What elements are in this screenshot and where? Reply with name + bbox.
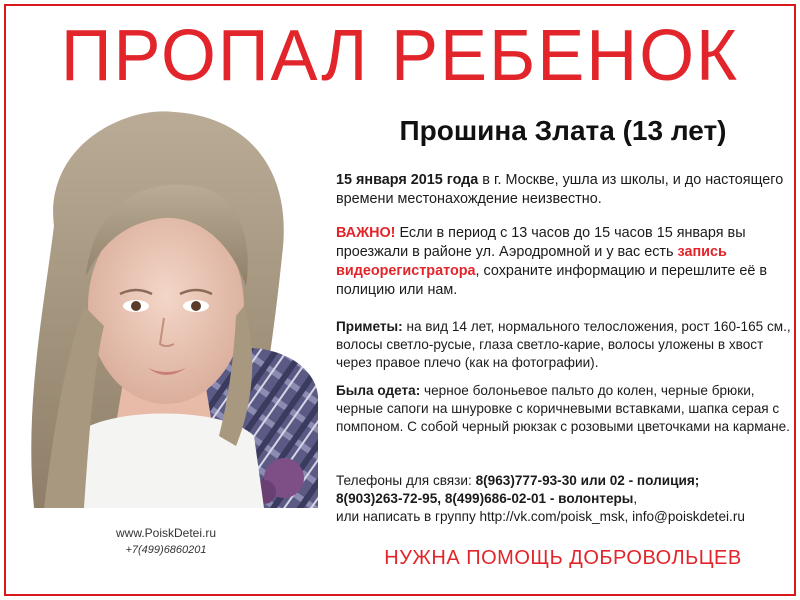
website-phone: +7(499)6860201 (125, 544, 207, 556)
website-link: www.PoiskDetei.ru (115, 526, 217, 540)
contact-line-2 (336, 490, 794, 508)
clothing-description (336, 382, 794, 436)
contact-line-2-suffix: , (633, 491, 638, 506)
child-name: Прошина Злата (13 лет) (399, 115, 727, 146)
important-text-part2: , сохраните информацию и перешлите её в полицию или нам. (336, 263, 768, 298)
child-photo (14, 106, 318, 508)
important-notice (336, 224, 794, 300)
clothes-text: черное болоньевое пальто до колен, черные брюки, черные сапоги на шнуровке с коричневыми вставками, шапка серая с помпоном. С собой черный рюкзак с розовыми цветочками на кармане. (336, 383, 790, 434)
clothes-label: Была одета: (336, 383, 421, 398)
disappearance-text: в г. Москве, ушла из школы, и до настоящего времени местонахождение неизвестно. (336, 172, 784, 207)
contact-line-1 (336, 472, 794, 490)
contact-prefix: Телефоны для связи: (336, 473, 476, 488)
poster-headline: ПРОПАЛ РЕБЕНОК (60, 16, 740, 96)
signs-text: на вид 14 лет, нормального телосложения, рост 160-165 см., волосы светло-русые, глаза светло-карие, волосы уложены в хвост через правое плечо (как на фотографии). (336, 319, 791, 370)
volunteers-needed: НУЖНА ПОМОЩЬ ДОБРОВОЛЬЦЕВ (384, 547, 742, 569)
child-photo-illustration (14, 106, 318, 508)
volunteer-phones: 8(903)263-72-95, 8(499)686-02-01 - волонтеры (336, 491, 634, 506)
disappearance-info (336, 171, 794, 209)
important-text-part1: Если в период с 13 часов до 15 часов 15 января вы проезжали в районе ул. Аэродромной и у вас есть (336, 225, 746, 260)
contact-line-3: или написать в группу http://vk.com/poisk_msk, info@poiskdetei.ru (336, 509, 745, 524)
dashcam-highlight: запись видеорегистратора (336, 244, 727, 279)
description-signs (336, 318, 794, 372)
signs-label: Приметы: (336, 319, 403, 334)
contact-info (336, 472, 794, 526)
disappearance-date: 15 января 2015 года (336, 172, 479, 188)
police-phones: 8(963)777-93-30 или 02 - полиция; (475, 473, 700, 488)
important-label: ВАЖНО! (336, 225, 396, 241)
